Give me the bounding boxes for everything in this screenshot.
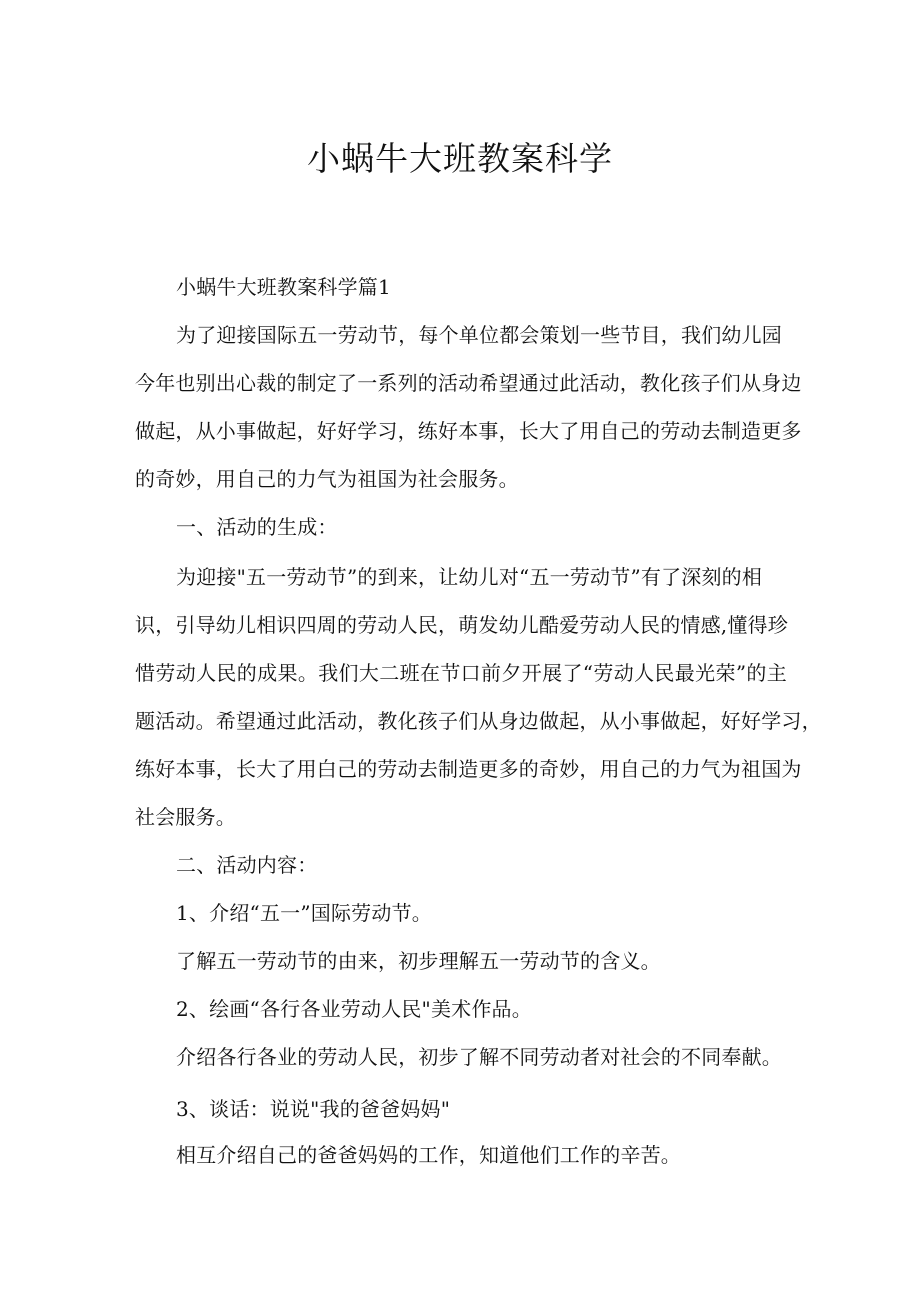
part1-heading: 一、活动的生成： [176, 515, 338, 539]
item3-title: 3、谈话：说说"我的爸爸妈妈" [176, 1097, 451, 1121]
section-heading: 小蜗牛大班教案科学篇1 [176, 275, 391, 299]
intro-line-2: 今年也别出心裁的制定了一系列的活动希望通过此活动，教化孩子们从身边 [135, 371, 802, 395]
item1-desc: 了解五一劳动节的由来，初步理解五一劳动节的含义。 [176, 949, 661, 973]
part1-line-5: 练好本事，长大了用白己的劳动去制造更多的奇妙，用自己的力气为祖国为 [135, 757, 802, 781]
part1-line-4: 题活动。希望通过此活动，教化孩子们从身边做起，从小事做起，好好学习， [135, 709, 822, 733]
intro-line-3: 做起，从小事做起，好好学习，练好本事，长大了用自己的劳动去制造更多 [135, 419, 802, 443]
item3-desc: 相互介绍自己的爸爸妈妈的工作，知道他们工作的辛苦。 [176, 1143, 681, 1167]
part2-heading: 二、活动内容： [176, 853, 318, 877]
intro-line-1: 为了迎接国际五一劳动节，每个单位都会策划一些节目，我们幼儿园 [176, 323, 782, 347]
part1-line-3: 惜劳动人民的成果。我们大二班在节口前夕开展了“劳动人民最光荣”的主 [135, 661, 787, 685]
document-title: 小蜗牛大班教案科学 [307, 139, 613, 178]
part1-line-1: 为迎接"五一劳动节”的到来，让幼儿对“五一劳动节”有了深刻的相 [176, 565, 763, 589]
intro-line-4: 的奇妙，用自己的力气为祖国为社会服务。 [135, 467, 519, 491]
part1-line-2: 识，引导幼儿相识四周的劳动人民，萌发幼儿酷爱劳动人民的情感,懂得珍 [135, 613, 788, 637]
part1-line-6: 社会服务。 [135, 805, 236, 829]
item2-title: 2、绘画“各行各业劳动人民"美术作品。 [176, 997, 532, 1021]
item2-desc: 介绍各行各业的劳动人民，初步了解不同劳动者对社会的不同奉献。 [176, 1045, 782, 1069]
item1-title: 1、介绍“五一”国际劳动节。 [176, 901, 432, 925]
